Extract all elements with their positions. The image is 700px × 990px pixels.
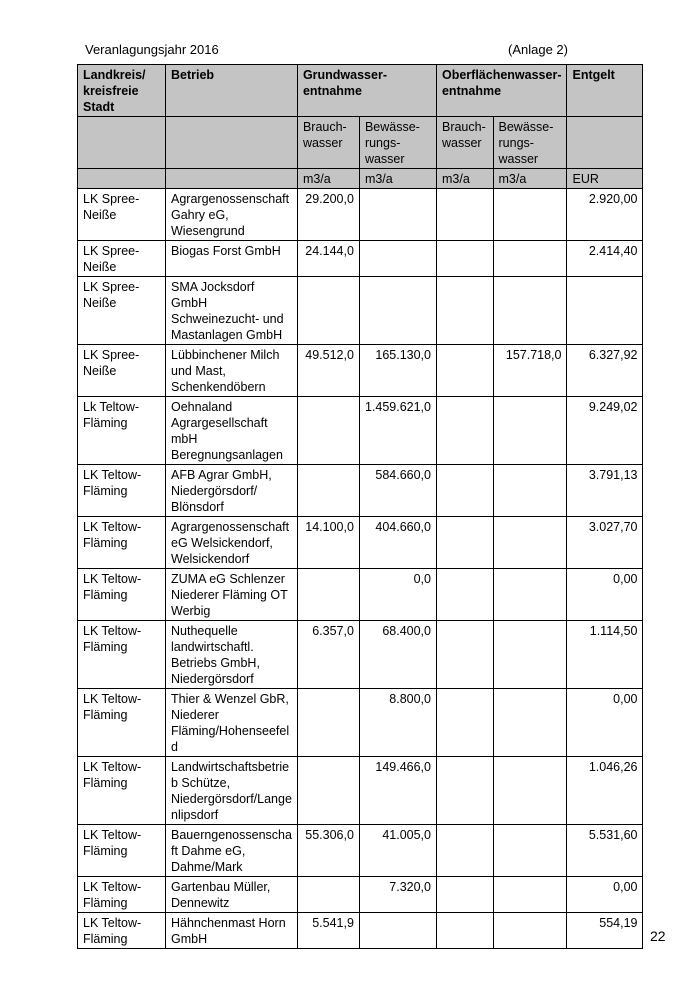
cell-landkreis: LK Teltow- Fläming bbox=[78, 913, 166, 949]
cell-gw-brauchwasser bbox=[297, 465, 359, 517]
table-row bbox=[78, 465, 643, 517]
cell-ow-brauchwasser bbox=[436, 345, 493, 397]
cell-landkreis: LK Spree- Neiße bbox=[78, 345, 166, 397]
header-oberflaechenwasser: Oberflächenwasser- entnahme bbox=[436, 65, 567, 117]
cell-gw-bewaesserung bbox=[359, 277, 436, 345]
cell-gw-brauchwasser: 29.200,0 bbox=[297, 189, 359, 241]
subheader-gw-brauchwasser: Brauch- wasser bbox=[297, 117, 359, 169]
cell-betrieb: AFB Agrar GmbH, Niedergörsdorf/ Blönsdorf bbox=[166, 465, 298, 517]
cell-entgelt: 3.027,70 bbox=[567, 517, 643, 569]
table-row bbox=[78, 689, 643, 757]
cell-ow-brauchwasser bbox=[436, 757, 493, 825]
cell-betrieb: Agrargenossenschaft eG Welsickendorf, Welsickendorf bbox=[166, 517, 298, 569]
cell-gw-bewaesserung: 1.459.621,0 bbox=[359, 397, 436, 465]
cell-gw-bewaesserung: 7.320,0 bbox=[359, 877, 436, 913]
cell-ow-brauchwasser bbox=[436, 913, 493, 949]
cell-ow-brauchwasser bbox=[436, 621, 493, 689]
cell-landkreis: LK Teltow- Fläming bbox=[78, 825, 166, 877]
table-row bbox=[78, 621, 643, 689]
cell-betrieb: Nuthequelle landwirtschaftl. Betriebs GmbH, Niedergörsdorf bbox=[166, 621, 298, 689]
header-empty-2 bbox=[166, 117, 298, 169]
cell-betrieb: Hähnchenmast Horn GmbH bbox=[166, 913, 298, 949]
cell-entgelt: 0,00 bbox=[567, 569, 643, 621]
cell-betrieb: Oehnaland Agrargesellschaft mbH Beregnungsanlagen bbox=[166, 397, 298, 465]
cell-gw-bewaesserung bbox=[359, 189, 436, 241]
table-row bbox=[78, 517, 643, 569]
header-empty-1 bbox=[78, 117, 166, 169]
cell-ow-brauchwasser bbox=[436, 397, 493, 465]
unit-ow-bew: m3/a bbox=[493, 169, 567, 189]
cell-betrieb: Agrargenossenschaft Gahry eG, Wiesengrund bbox=[166, 189, 298, 241]
cell-ow-bewaesserung bbox=[493, 277, 567, 345]
cell-ow-bewaesserung bbox=[493, 189, 567, 241]
cell-ow-brauchwasser bbox=[436, 465, 493, 517]
cell-gw-bewaesserung: 8.800,0 bbox=[359, 689, 436, 757]
cell-landkreis: LK Teltow- Fläming bbox=[78, 621, 166, 689]
cell-gw-brauchwasser: 14.100,0 bbox=[297, 517, 359, 569]
header-entgelt: Entgelt bbox=[567, 65, 643, 117]
cell-entgelt: 2.414,40 bbox=[567, 241, 643, 277]
cell-ow-bewaesserung: 157.718,0 bbox=[493, 345, 567, 397]
table-row bbox=[78, 189, 643, 241]
unit-gw-brauch: m3/a bbox=[297, 169, 359, 189]
cell-gw-brauchwasser: 6.357,0 bbox=[297, 621, 359, 689]
cell-betrieb: ZUMA eG Schlenzer Niederer Fläming OT Werbig bbox=[166, 569, 298, 621]
cell-entgelt: 554,19 bbox=[567, 913, 643, 949]
cell-gw-bewaesserung: 404.660,0 bbox=[359, 517, 436, 569]
water-withdrawal-table bbox=[77, 64, 643, 949]
table-row bbox=[78, 913, 643, 949]
cell-ow-bewaesserung bbox=[493, 465, 567, 517]
assessment-year: Veranlagungsjahr 2016 bbox=[85, 42, 219, 57]
cell-landkreis: LK Spree- Neiße bbox=[78, 277, 166, 345]
table-row bbox=[78, 241, 643, 277]
cell-entgelt bbox=[567, 277, 643, 345]
header-landkreis: Landkreis/ kreisfreie Stadt bbox=[78, 65, 166, 117]
cell-gw-brauchwasser bbox=[297, 689, 359, 757]
cell-ow-brauchwasser bbox=[436, 825, 493, 877]
table-row bbox=[78, 825, 643, 877]
table-row bbox=[78, 397, 643, 465]
cell-entgelt: 1.114,50 bbox=[567, 621, 643, 689]
cell-gw-bewaesserung: 584.660,0 bbox=[359, 465, 436, 517]
cell-ow-bewaesserung bbox=[493, 757, 567, 825]
cell-entgelt: 0,00 bbox=[567, 689, 643, 757]
cell-entgelt: 1.046,26 bbox=[567, 757, 643, 825]
subheader-ow-brauchwasser: Brauch- wasser bbox=[436, 117, 493, 169]
cell-ow-bewaesserung bbox=[493, 241, 567, 277]
cell-gw-brauchwasser: 5.541,9 bbox=[297, 913, 359, 949]
cell-ow-brauchwasser bbox=[436, 517, 493, 569]
header-empty-5 bbox=[166, 169, 298, 189]
cell-entgelt: 5.531,60 bbox=[567, 825, 643, 877]
cell-landkreis: LK Spree- Neiße bbox=[78, 189, 166, 241]
unit-entgelt: EUR bbox=[567, 169, 643, 189]
cell-ow-brauchwasser bbox=[436, 877, 493, 913]
cell-gw-brauchwasser: 24.144,0 bbox=[297, 241, 359, 277]
cell-landkreis: LK Teltow- Fläming bbox=[78, 757, 166, 825]
cell-ow-brauchwasser bbox=[436, 189, 493, 241]
cell-entgelt: 9.249,02 bbox=[567, 397, 643, 465]
appendix-label: (Anlage 2) bbox=[508, 42, 568, 57]
cell-ow-bewaesserung bbox=[493, 621, 567, 689]
cell-ow-bewaesserung bbox=[493, 825, 567, 877]
cell-betrieb: SMA Jocksdorf GmbH Schweinezucht- und Mastanlagen GmbH bbox=[166, 277, 298, 345]
unit-ow-brauch: m3/a bbox=[436, 169, 493, 189]
cell-betrieb: Biogas Forst GmbH bbox=[166, 241, 298, 277]
cell-betrieb: Bauerngenossenscha ft Dahme eG, Dahme/Mark bbox=[166, 825, 298, 877]
page-number: 22 bbox=[650, 928, 666, 944]
table-row bbox=[78, 277, 643, 345]
cell-landkreis: LK Teltow- Fläming bbox=[78, 517, 166, 569]
cell-landkreis: LK Spree- Neiße bbox=[78, 241, 166, 277]
cell-ow-bewaesserung bbox=[493, 569, 567, 621]
cell-landkreis: Lk Teltow- Fläming bbox=[78, 397, 166, 465]
cell-ow-brauchwasser bbox=[436, 689, 493, 757]
cell-landkreis: LK Teltow- Fläming bbox=[78, 465, 166, 517]
table-row bbox=[78, 877, 643, 913]
cell-gw-bewaesserung: 68.400,0 bbox=[359, 621, 436, 689]
subheader-ow-bewaesserung: Bewässe- rungs- wasser bbox=[493, 117, 567, 169]
cell-ow-bewaesserung bbox=[493, 397, 567, 465]
unit-gw-bew: m3/a bbox=[359, 169, 436, 189]
cell-gw-bewaesserung bbox=[359, 241, 436, 277]
header-grundwasser: Grundwasser- entnahme bbox=[297, 65, 436, 117]
cell-entgelt: 3.791,13 bbox=[567, 465, 643, 517]
cell-gw-brauchwasser bbox=[297, 757, 359, 825]
cell-entgelt: 2.920,00 bbox=[567, 189, 643, 241]
table-row bbox=[78, 569, 643, 621]
cell-entgelt: 0,00 bbox=[567, 877, 643, 913]
header-empty-4 bbox=[78, 169, 166, 189]
cell-gw-bewaesserung bbox=[359, 913, 436, 949]
cell-landkreis: LK Teltow- Fläming bbox=[78, 877, 166, 913]
cell-gw-brauchwasser: 49.512,0 bbox=[297, 345, 359, 397]
cell-gw-bewaesserung: 165.130,0 bbox=[359, 345, 436, 397]
cell-landkreis: LK Teltow- Fläming bbox=[78, 689, 166, 757]
cell-betrieb: Landwirtschaftsbetrie b Schütze, Niedergörsdorf/Lange nlipsdorf bbox=[166, 757, 298, 825]
cell-gw-brauchwasser bbox=[297, 569, 359, 621]
cell-gw-bewaesserung: 0,0 bbox=[359, 569, 436, 621]
cell-ow-bewaesserung bbox=[493, 913, 567, 949]
cell-ow-bewaesserung bbox=[493, 689, 567, 757]
cell-entgelt: 6.327,92 bbox=[567, 345, 643, 397]
cell-gw-bewaesserung: 41.005,0 bbox=[359, 825, 436, 877]
cell-gw-bewaesserung: 149.466,0 bbox=[359, 757, 436, 825]
cell-betrieb: Gartenbau Müller, Dennewitz bbox=[166, 877, 298, 913]
table-row bbox=[78, 345, 643, 397]
cell-gw-brauchwasser bbox=[297, 877, 359, 913]
cell-gw-brauchwasser: 55.306,0 bbox=[297, 825, 359, 877]
cell-gw-brauchwasser bbox=[297, 397, 359, 465]
cell-ow-brauchwasser bbox=[436, 277, 493, 345]
cell-betrieb: Thier & Wenzel GbR, Niederer Fläming/Hohenseefel d bbox=[166, 689, 298, 757]
cell-betrieb: Lübbinchener Milch und Mast, Schenkendöbern bbox=[166, 345, 298, 397]
header-betrieb: Betrieb bbox=[166, 65, 298, 117]
cell-ow-bewaesserung bbox=[493, 517, 567, 569]
cell-landkreis: LK Teltow- Fläming bbox=[78, 569, 166, 621]
header-empty-3 bbox=[567, 117, 643, 169]
cell-ow-brauchwasser bbox=[436, 241, 493, 277]
table-row bbox=[78, 757, 643, 825]
cell-ow-bewaesserung bbox=[493, 877, 567, 913]
subheader-gw-bewaesserung: Bewässe- rungs- wasser bbox=[359, 117, 436, 169]
cell-gw-brauchwasser bbox=[297, 277, 359, 345]
cell-ow-brauchwasser bbox=[436, 569, 493, 621]
